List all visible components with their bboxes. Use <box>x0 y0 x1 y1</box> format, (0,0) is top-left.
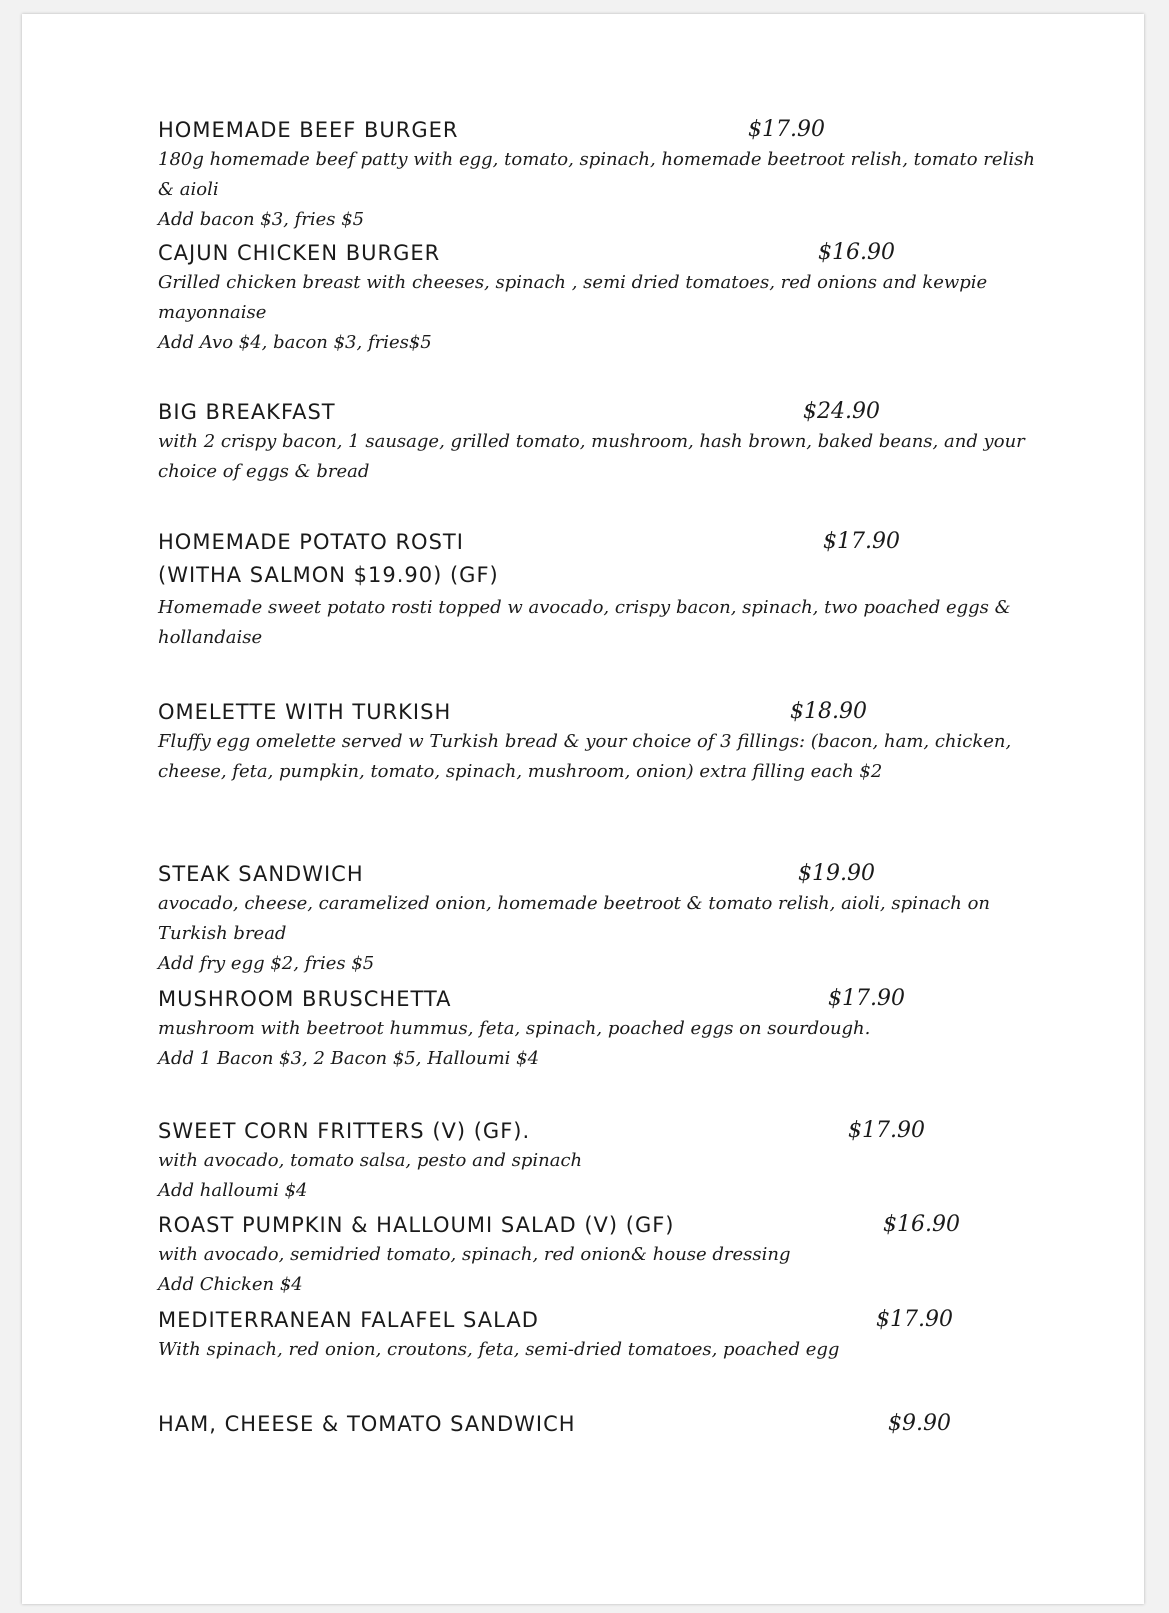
item-subname: (WITHA SALMON $19.90) (GF) <box>158 563 499 587</box>
menu-item-potato-rosti <box>158 527 1038 653</box>
item-name: STEAK SANDWICH <box>158 862 364 886</box>
item-description: with avocado, semidried tomato, spinach, red onion& house dressing <box>158 1244 791 1265</box>
menu-list <box>22 14 1144 1604</box>
menu-item-pumpkin-halloumi-salad <box>158 1210 1038 1300</box>
item-name: ROAST PUMPKIN & HALLOUMI SALAD (V) (GF) <box>158 1213 675 1237</box>
item-addon: Add fry egg $2, fries $5 <box>158 953 375 974</box>
menu-item-steak-sandwich <box>158 859 1038 979</box>
item-price: $17.90 <box>876 1307 953 1332</box>
item-price: $9.90 <box>888 1411 951 1436</box>
item-name: HAM, CHEESE & TOMATO SANDWICH <box>158 1412 576 1436</box>
menu-item-beef-burger <box>158 115 1038 235</box>
item-price: $16.90 <box>818 240 895 265</box>
menu-item-cajun-chicken-burger <box>158 238 1038 358</box>
item-addon: Add 1 Bacon $3, 2 Bacon $5, Halloumi $4 <box>158 1048 540 1069</box>
item-name: OMELETTE WITH TURKISH <box>158 700 452 724</box>
item-description: Fluffy egg omelette served w Turkish bread & your choice of 3 fillings: (bacon, ham, chicken, cheese, feta, pumpkin, tomato, spinach, mushroom, onion) extra filling each $2 <box>158 731 1012 782</box>
item-description: with avocado, tomato salsa, pesto and spinach <box>158 1150 583 1171</box>
item-description: Grilled chicken breast with cheeses, spinach , semi dried tomatoes, red onions and kewpie mayonnaise <box>158 272 988 323</box>
item-name: MUSHROOM BRUSCHETTA <box>158 987 452 1011</box>
item-description: avocado, cheese, caramelized onion, homemade beetroot & tomato relish, aioli, spinach on Turkish bread <box>158 893 991 944</box>
item-price: $16.90 <box>883 1212 960 1237</box>
menu-page <box>22 14 1144 1604</box>
menu-item-omelette <box>158 697 1038 787</box>
item-description: mushroom with beetroot hummus, feta, spinach, poached eggs on sourdough. <box>158 1018 871 1039</box>
item-price: $17.90 <box>748 117 825 142</box>
item-name: BIG BREAKFAST <box>158 400 336 424</box>
item-name: HOMEMADE BEEF BURGER <box>158 118 459 142</box>
item-name: CAJUN CHICKEN BURGER <box>158 241 441 265</box>
item-price: $18.90 <box>790 699 867 724</box>
item-name: MEDITERRANEAN FALAFEL SALAD <box>158 1308 539 1332</box>
item-description: With spinach, red onion, croutons, feta, semi-dried tomatoes, poached egg <box>158 1339 840 1360</box>
menu-item-falafel-salad <box>158 1305 1038 1365</box>
item-price: $17.90 <box>823 529 900 554</box>
item-price: $17.90 <box>848 1118 925 1143</box>
item-price: $19.90 <box>798 861 875 886</box>
item-description: Homemade sweet potato rosti topped w avocado, crispy bacon, spinach, two poached eggs & hollandaise <box>158 597 1011 648</box>
item-name: SWEET CORN FRITTERS (V) (GF). <box>158 1119 531 1143</box>
item-addon: Add Chicken $4 <box>158 1274 303 1295</box>
item-description: with 2 crispy bacon, 1 sausage, grilled tomato, mushroom, hash brown, baked beans, and your choice of eggs & bread <box>158 431 1025 482</box>
menu-item-ham-cheese-tomato-sandwich <box>158 1409 1038 1439</box>
menu-item-mushroom-bruschetta <box>158 984 1038 1074</box>
item-name: HOMEMADE POTATO ROSTI <box>158 530 464 554</box>
item-addon: Add Avo $4, bacon $3, fries$5 <box>158 332 432 353</box>
item-description: 180g homemade beef patty with egg, tomato, spinach, homemade beetroot relish, tomato relish & aioli <box>158 149 1035 200</box>
item-addon: Add bacon $3, fries $5 <box>158 209 365 230</box>
item-price: $17.90 <box>828 986 905 1011</box>
item-price: $24.90 <box>803 399 880 424</box>
menu-item-sweet-corn-fritters <box>158 1116 1038 1206</box>
menu-item-big-breakfast <box>158 397 1038 487</box>
item-addon: Add halloumi $4 <box>158 1180 308 1201</box>
